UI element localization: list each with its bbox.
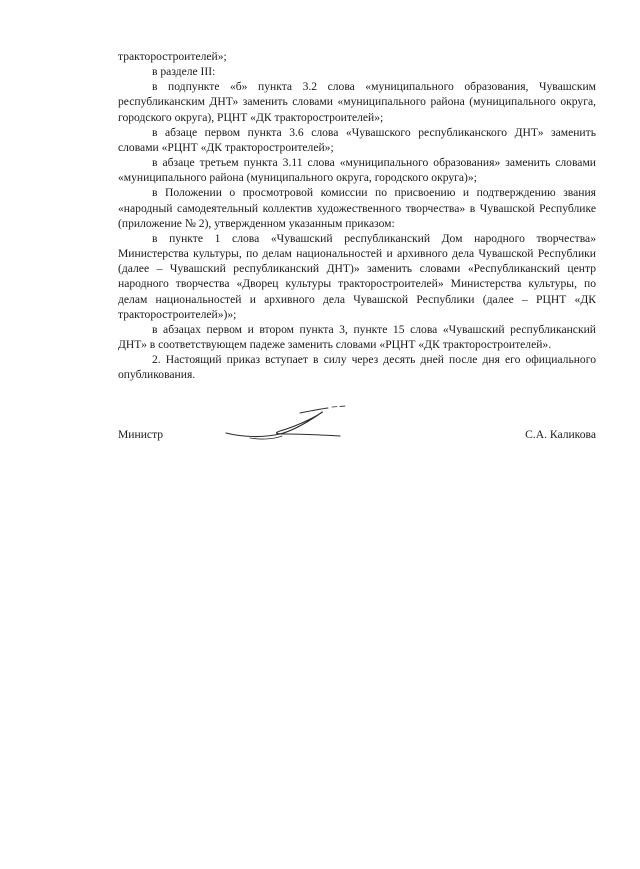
paragraph-clause: в пункте 1 слова «Чувашский республиканский Дом народного творчества» Министерства культуры, по делам национальностей и архивного дела Чувашской Республики (далее – Чувашский республиканский ДНТ)» заменить словами «Республиканский центр народного творчества «Дворец культуры тракторостроителей» Министерства культуры, по делам национальностей и архивного дела Чувашской Республики (далее – РЦНТ «ДК тракторостроителей»)»; xyxy=(118,231,596,321)
paragraph-clause: в абзаце первом пункта 3.6 слова «Чувашского республиканского ДНТ» заменить словами «РЦНТ «ДК тракторостроителей»; xyxy=(118,125,596,154)
paragraph-clause: в подпункте «б» пункта 3.2 слова «муниципального образования, Чувашским республиканским ДНТ» заменить словами «муниципального района (муниципального округа, городского округа), РЦНТ «ДК тракторостроителей»; xyxy=(118,80,596,124)
paragraph-effective-date: 2. Настоящий приказ вступает в силу через десять дней после дня его официального опубликования. xyxy=(118,353,596,382)
signature-row xyxy=(118,424,596,454)
paragraph-clause: в абзацах первом и втором пункта 3, пункте 15 слова «Чувашский республиканский ДНТ» в соответствующем падеже заменить словами «РЦНТ «ДК тракторостроителей». xyxy=(118,322,596,351)
paragraph-continuation: тракторостроителей»; xyxy=(118,50,227,63)
paragraph-section-heading: в разделе III: xyxy=(152,65,216,79)
signatory-name: С.А. Каликова xyxy=(525,428,596,441)
paragraph-clause: в абзаце третьем пункта 3.11 слова «муниципального образования» заменить словами «муниципального района (муниципального округа, городского округа)»; xyxy=(118,156,596,185)
signatory-title: Министр xyxy=(118,428,164,441)
paragraph-clause: в Положении о просмотровой комиссии по присвоению и подтверждению звания «народный самодеятельный коллектив художественного творчества» в Чувашской Республике (приложение № 2), утвержденном указанным приказом: xyxy=(118,186,596,230)
handwritten-signature xyxy=(222,403,347,445)
document-body xyxy=(118,49,596,382)
